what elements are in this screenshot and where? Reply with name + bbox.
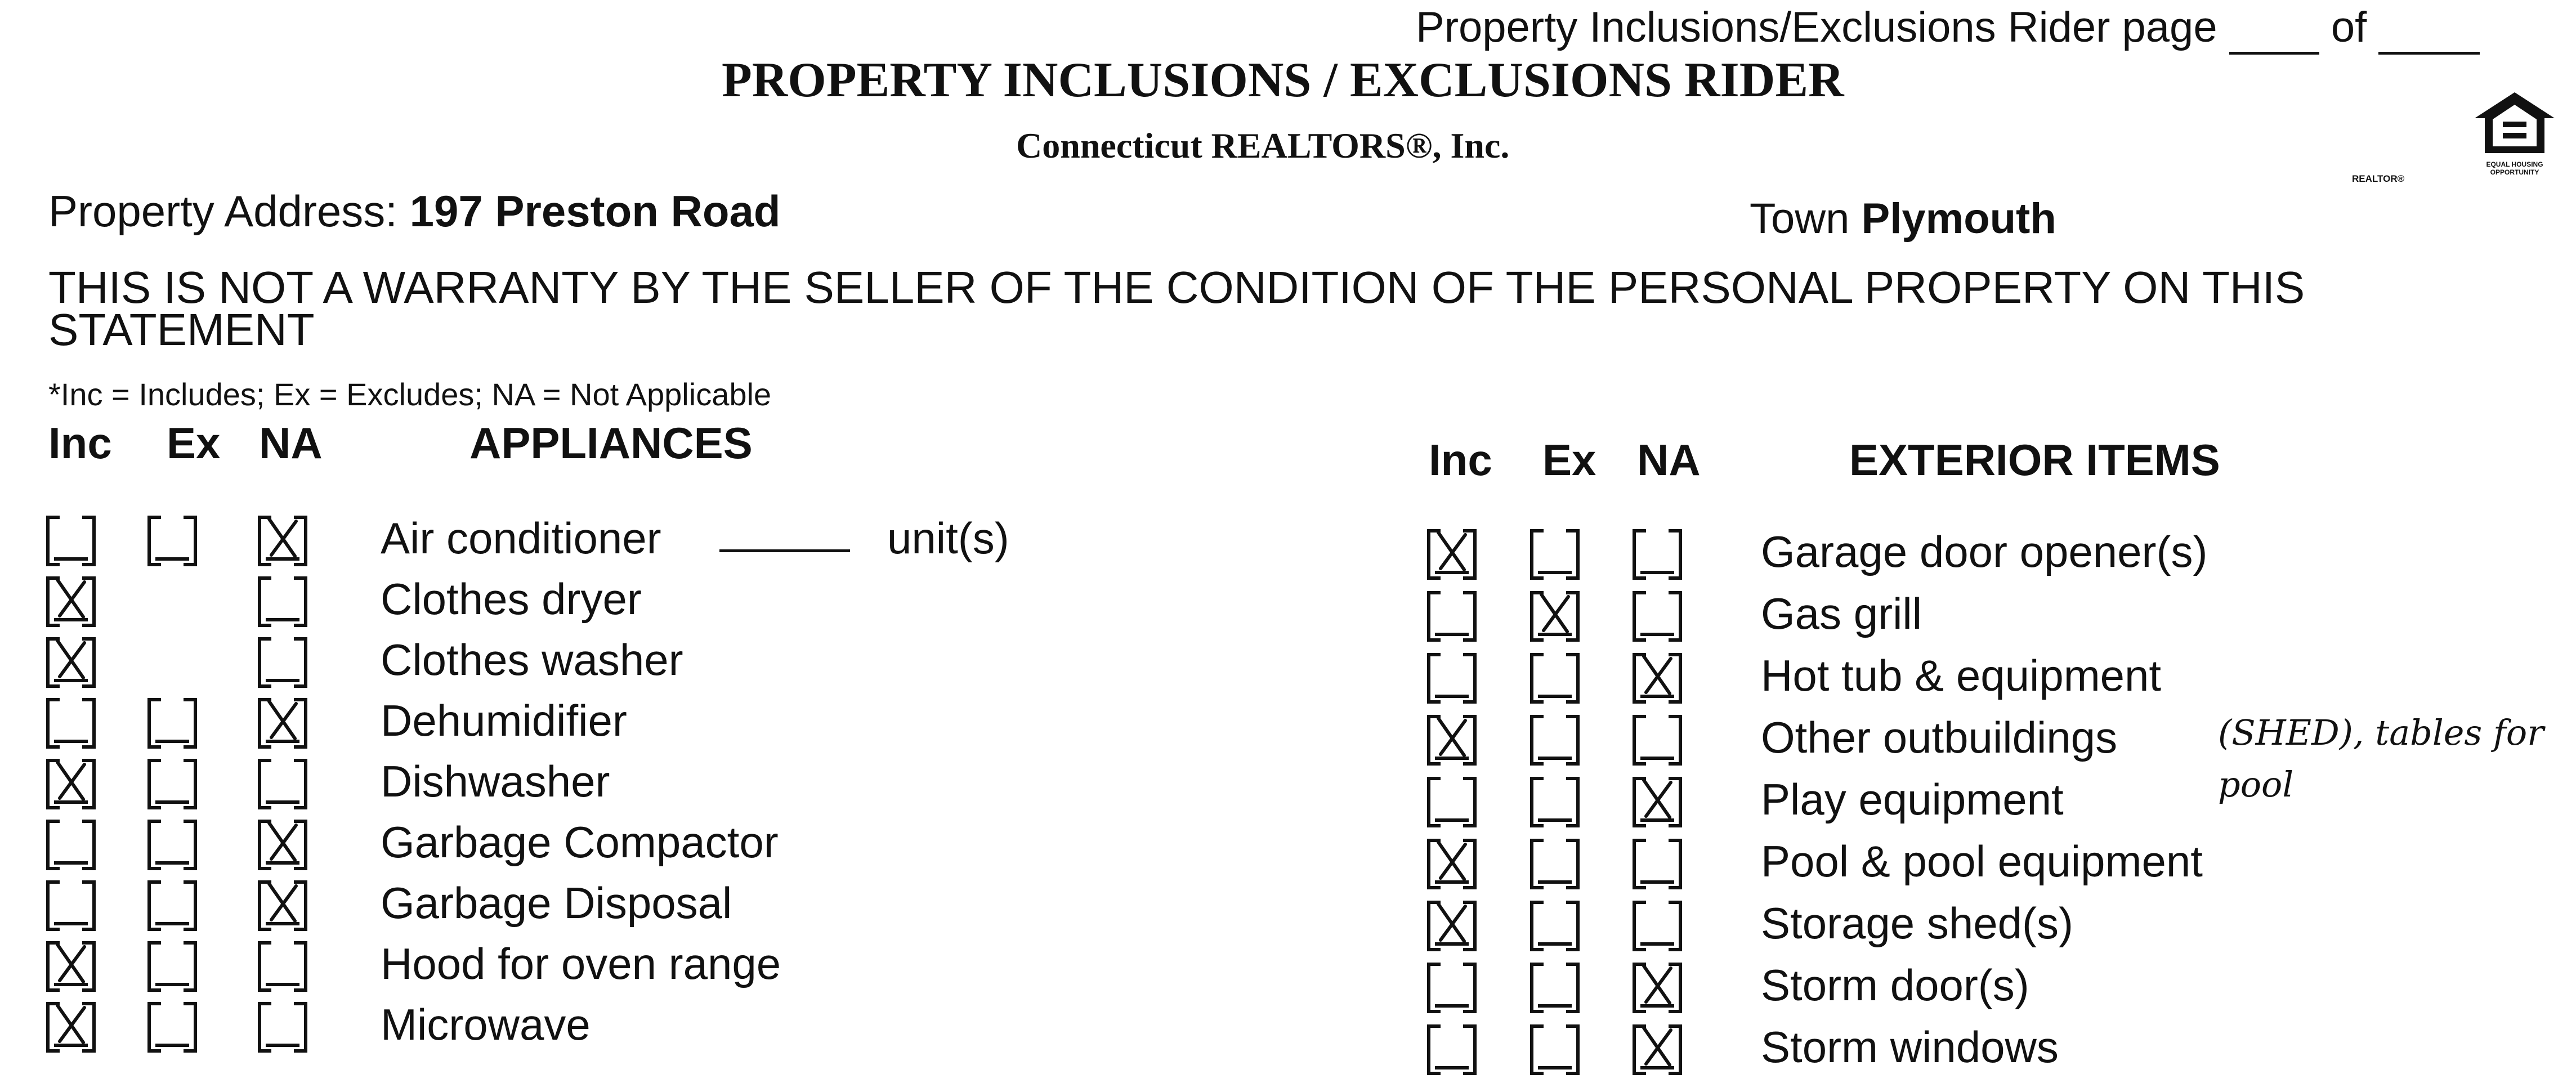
page-number-blank[interactable] [2229,3,2319,55]
exterior-ex-checkbox[interactable] [1530,777,1580,822]
town-value: Plymouth [1861,195,2056,243]
of-label: of [2331,3,2367,51]
exterior-na-checkbox[interactable] [1633,715,1682,760]
check-x-mark-icon [1430,527,1473,576]
check-x-mark-icon [1430,898,1473,948]
exterior-ex-checkbox[interactable] [1530,529,1580,574]
exterior-item-label: Storage shed(s) [1761,898,2073,948]
exterior-col-ex: Ex [1542,435,1596,485]
appliance-item-label: Garbage Compactor [381,817,779,867]
appliance-item-label: Microwave [381,1000,591,1049]
exterior-ex-checkbox[interactable] [1530,591,1580,636]
exterior-item-label: Garage door opener(s) [1761,527,2208,576]
unit-suffix-label: unit(s) [887,513,1009,563]
property-address-value: 197 Preston Road [409,186,781,236]
appliance-item-label: Clothes washer [381,635,683,684]
handwritten-note: (SHED), tables for pool [2218,712,2544,805]
exterior-na-checkbox[interactable] [1633,777,1682,822]
exterior-item-label: Pool & pool equipment [1761,836,2203,886]
equal-housing-text: EQUAL HOUSING OPPORTUNITY [2486,160,2543,176]
check-x-mark-icon [1430,836,1473,886]
exterior-row [0,588,2576,650]
exterior-ex-checkbox[interactable] [1530,1024,1580,1069]
appliances-col-na: NA [259,418,323,468]
exterior-inc-checkbox[interactable] [1427,1024,1477,1069]
exterior-ex-checkbox[interactable] [1530,963,1580,1008]
check-x-mark-icon [1533,589,1576,638]
exterior-ex-checkbox[interactable] [1530,901,1580,946]
town-label: Town [1750,195,1850,243]
exterior-row [0,650,2576,711]
property-address-line [48,186,781,237]
appliance-item-label: Garbage Disposal [381,878,732,928]
exterior-inc-checkbox[interactable] [1427,591,1477,636]
appliances-col-inc: Inc [48,418,112,468]
exterior-row [0,773,2576,835]
exterior-item-label: Gas grill [1761,589,1922,638]
page-total-blank[interactable] [2378,3,2480,55]
appliance-item-label: Clothes dryer [381,574,642,624]
document-subtitle: Connecticut REALTORS®, Inc. [1016,126,1510,165]
appliance-item-label: Dehumidifier [381,696,627,745]
exterior-row [0,835,2576,897]
exterior-col-inc: Inc [1429,435,1492,485]
document-title: PROPERTY INCLUSIONS / EXCLUSIONS RIDER [722,53,1844,108]
town-line [1750,194,2056,243]
exterior-ex-checkbox[interactable] [1530,715,1580,760]
exterior-row [0,1021,2576,1083]
exterior-inc-checkbox[interactable] [1427,839,1477,884]
appliance-item-label: Hood for oven range [381,939,781,988]
exterior-ex-checkbox[interactable] [1530,653,1580,698]
equal-housing-icon [2472,90,2557,158]
page-number-line [1416,3,2480,55]
realtor-logo-text: REALTOR® [2352,173,2405,184]
exterior-col-na: NA [1637,435,1701,485]
exterior-row [0,526,2576,588]
realtor-logo [2352,173,2404,185]
check-x-mark-icon [1636,775,1679,824]
exterior-row [0,959,2576,1021]
exterior-inc-checkbox[interactable] [1427,963,1477,1008]
exterior-na-checkbox[interactable] [1633,1024,1682,1069]
exterior-inc-checkbox[interactable] [1427,901,1477,946]
appliance-item-label: Dishwasher [381,757,610,806]
exterior-na-checkbox[interactable] [1633,963,1682,1008]
exterior-inc-checkbox[interactable] [1427,777,1477,822]
appliances-col-ex: Ex [167,418,221,468]
exterior-na-checkbox[interactable] [1633,653,1682,698]
exterior-ex-checkbox[interactable] [1530,839,1580,884]
appliance-item-label: Air conditioner [381,513,661,563]
exterior-na-checkbox[interactable] [1633,839,1682,884]
exterior-na-checkbox[interactable] [1633,591,1682,636]
check-x-mark-icon [1430,713,1473,762]
disclaimer-line-1: THIS IS NOT A WARRANTY BY THE SELLER OF THE CONDITION OF THE PERSONAL PROPERTY ON THIS [48,262,2305,312]
appliances-heading: APPLIANCES [469,418,753,468]
exterior-heading: EXTERIOR ITEMS [1849,435,2220,485]
exterior-item-label: Storm windows [1761,1022,2059,1072]
exterior-na-checkbox[interactable] [1633,901,1682,946]
exterior-inc-checkbox[interactable] [1427,715,1477,760]
page-label: Property Inclusions/Exclusions Rider page [1416,3,2217,51]
equal-housing-logo [2472,90,2557,186]
exterior-row [0,897,2576,959]
exterior-item-label: Other outbuildings [1761,713,2118,762]
legend-note: *Inc = Includes; Ex = Excludes; NA = Not Applicable [48,377,772,412]
exterior-item-label: Play equipment [1761,775,2064,824]
check-x-mark-icon [1636,651,1679,700]
exterior-na-checkbox[interactable] [1633,529,1682,574]
exterior-inc-checkbox[interactable] [1427,653,1477,698]
disclaimer-line-2: STATEMENT [48,305,315,355]
property-address-label: Property Address: [48,186,397,236]
check-x-mark-icon [1636,960,1679,1010]
exterior-item-label: Hot tub & equipment [1761,651,2162,700]
check-x-mark-icon [1636,1022,1679,1072]
exterior-inc-checkbox[interactable] [1427,529,1477,574]
exterior-item-label: Storm door(s) [1761,960,2029,1010]
